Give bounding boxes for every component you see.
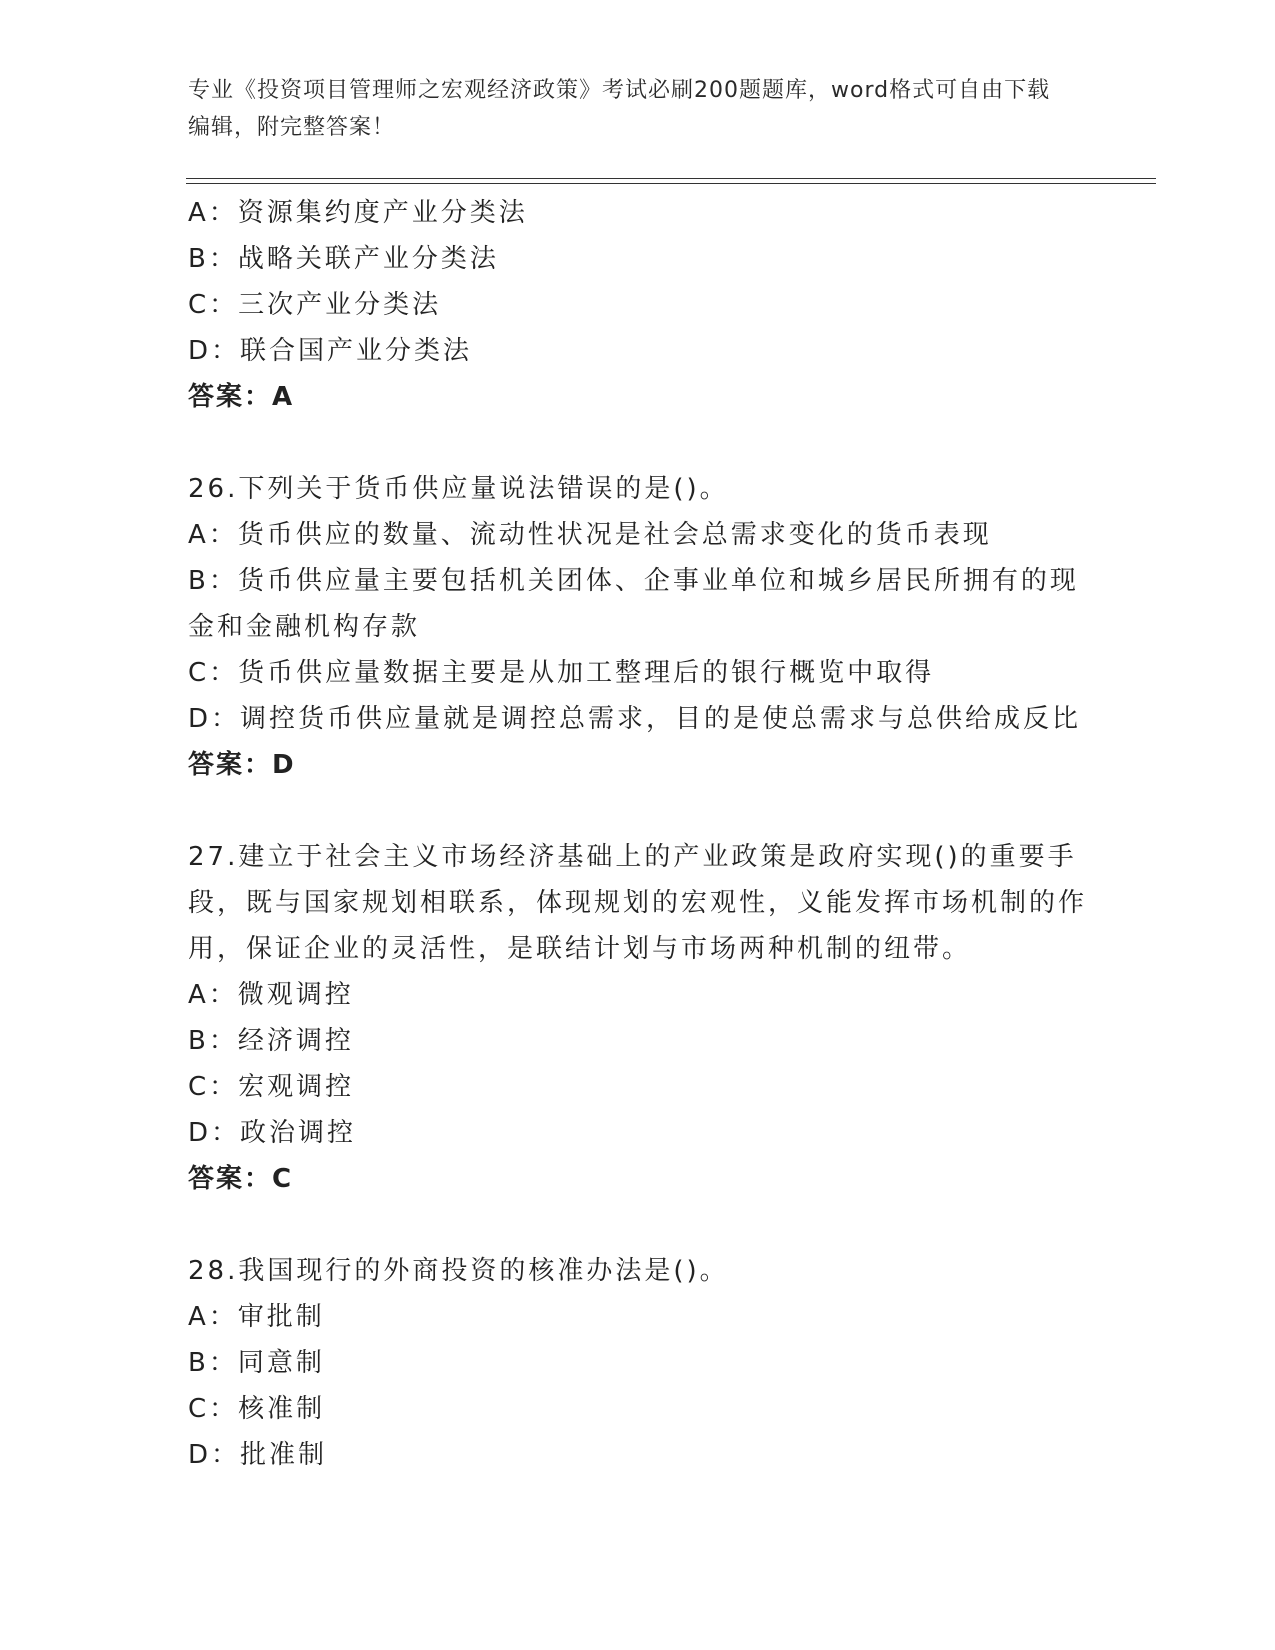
- answer-line: 答案：D: [188, 750, 296, 780]
- option-a: A：审批制: [188, 1302, 325, 1332]
- option-d: D：批准制: [188, 1440, 328, 1470]
- option-d: D：调控货币供应量就是调控总需求，目的是使总需求与总供给成反比: [188, 704, 1082, 734]
- question-28: [188, 1248, 1088, 1478]
- answer-line: 答案：A: [188, 382, 295, 412]
- option-b: B：经济调控: [188, 1026, 354, 1056]
- answer-line: 答案：C: [188, 1164, 294, 1194]
- spacer: [188, 1202, 1088, 1248]
- header-divider-top: [186, 178, 1156, 179]
- question-stem: 27.建立于社会主义市场经济基础上的产业政策是政府实现()的重要手段，既与国家规划相联系，体现规划的宏观性，义能发挥市场机制的作用，保证企业的灵活性，是联结计划与市场两种机制的纽带。: [188, 842, 1088, 964]
- option-b: B：战略关联产业分类法: [188, 244, 499, 274]
- question-stem: 26.下列关于货币供应量说法错误的是()。: [188, 474, 729, 504]
- option-d: D：政治调控: [188, 1118, 357, 1148]
- document-header: 专业《投资项目管理师之宏观经济政策》考试必刷200题题库，word格式可自由下载编辑，附完整答案！: [188, 78, 1051, 140]
- option-c: C：核准制: [188, 1394, 326, 1424]
- option-d: D：联合国产业分类法: [188, 336, 473, 366]
- option-a: A：微观调控: [188, 980, 354, 1010]
- question-25: [188, 190, 1088, 420]
- option-b: B：同意制: [188, 1348, 325, 1378]
- option-a: A：资源集约度产业分类法: [188, 198, 528, 228]
- option-b: B：货币供应量主要包括机关团体、企事业单位和城乡居民所拥有的现金和金融机构存款: [188, 566, 1079, 642]
- spacer: [188, 420, 1088, 466]
- option-a: A：货币供应的数量、流动性状况是社会总需求变化的货币表现: [188, 520, 992, 550]
- option-c: C：宏观调控: [188, 1072, 355, 1102]
- question-27: [188, 834, 1088, 1202]
- header-divider-bottom: [186, 183, 1156, 184]
- question-stem: 28.我国现行的外商投资的核准办法是()。: [188, 1256, 729, 1286]
- spacer: [188, 788, 1088, 834]
- option-c: C：货币供应量数据主要是从加工整理后的银行概览中取得: [188, 658, 935, 688]
- question-list: [188, 190, 1088, 1478]
- question-26: [188, 466, 1088, 788]
- option-c: C：三次产业分类法: [188, 290, 442, 320]
